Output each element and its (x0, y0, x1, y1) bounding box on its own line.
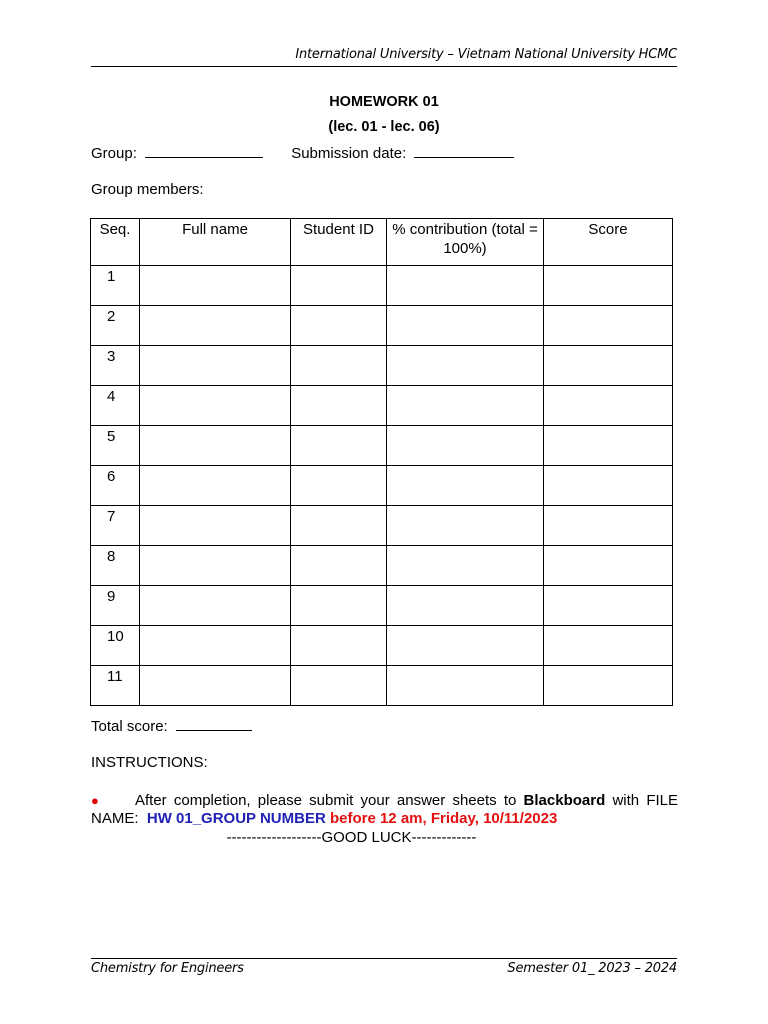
header-student-id: Student ID (291, 219, 387, 266)
table-row (91, 266, 673, 306)
members-table (90, 218, 673, 706)
full-name-cell[interactable] (140, 466, 291, 506)
footer-course: Chemistry for Engineers (91, 961, 244, 976)
page-header: International University – Vietnam National University HCMC (295, 47, 677, 62)
instructions-paragraph (91, 792, 678, 828)
group-field[interactable] (145, 145, 263, 158)
seq-cell: 5 (91, 426, 140, 466)
full-name-cell[interactable] (140, 586, 291, 626)
score-cell[interactable] (544, 426, 673, 466)
student-id-cell[interactable] (291, 666, 387, 706)
student-id-cell[interactable] (291, 626, 387, 666)
seq-cell: 2 (91, 306, 140, 346)
full-name-cell[interactable] (140, 666, 291, 706)
seq-cell: 8 (91, 546, 140, 586)
full-name-cell[interactable] (140, 346, 291, 386)
score-cell[interactable] (544, 546, 673, 586)
table-row (91, 586, 673, 626)
total-score-label: Total score: (91, 718, 168, 735)
group-label: Group: (91, 145, 137, 162)
student-id-cell[interactable] (291, 266, 387, 306)
score-cell[interactable] (544, 626, 673, 666)
table-row (91, 546, 673, 586)
score-cell[interactable] (544, 666, 673, 706)
header-divider (91, 66, 677, 67)
bullet-icon: ● (91, 793, 99, 808)
document-subtitle: (lec. 01 - lec. 06) (328, 119, 440, 135)
student-id-cell[interactable] (291, 306, 387, 346)
contribution-cell[interactable] (387, 506, 544, 546)
score-cell[interactable] (544, 586, 673, 626)
full-name-cell[interactable] (140, 506, 291, 546)
group-members-label: Group members: (91, 181, 204, 198)
student-id-cell[interactable] (291, 506, 387, 546)
table-row (91, 626, 673, 666)
full-name-cell[interactable] (140, 626, 291, 666)
seq-cell: 10 (91, 626, 140, 666)
table-header-row (91, 219, 673, 266)
contribution-cell[interactable] (387, 346, 544, 386)
score-cell[interactable] (544, 306, 673, 346)
seq-cell: 9 (91, 586, 140, 626)
header-score: Score (544, 219, 673, 266)
table-row (91, 506, 673, 546)
score-cell[interactable] (544, 506, 673, 546)
blackboard-text: Blackboard (523, 792, 606, 809)
seq-cell: 6 (91, 466, 140, 506)
student-id-cell[interactable] (291, 586, 387, 626)
student-id-cell[interactable] (291, 426, 387, 466)
table-row (91, 386, 673, 426)
document-title: HOMEWORK 01 (329, 94, 439, 110)
table-row (91, 666, 673, 706)
footer-semester: Semester 01_ 2023 – 2024 (507, 961, 677, 976)
student-id-cell[interactable] (291, 466, 387, 506)
full-name-cell[interactable] (140, 306, 291, 346)
score-cell[interactable] (544, 346, 673, 386)
table-row (91, 306, 673, 346)
instruction-text-b: with FILE NAME: (91, 792, 678, 827)
student-id-cell[interactable] (291, 546, 387, 586)
contribution-cell[interactable] (387, 546, 544, 586)
instruction-text-a: After completion, please submit your answer sheets to (135, 792, 517, 809)
footer-divider (91, 958, 677, 959)
instructions-heading: INSTRUCTIONS: (91, 754, 208, 771)
full-name-cell[interactable] (140, 386, 291, 426)
seq-cell: 11 (91, 666, 140, 706)
seq-cell: 4 (91, 386, 140, 426)
submission-date-field[interactable] (414, 145, 514, 158)
header-seq: Seq. (91, 219, 140, 266)
full-name-cell[interactable] (140, 426, 291, 466)
contribution-cell[interactable] (387, 466, 544, 506)
contribution-cell[interactable] (387, 666, 544, 706)
group-row (91, 145, 514, 162)
contribution-cell[interactable] (387, 626, 544, 666)
seq-cell: 1 (91, 266, 140, 306)
seq-cell: 3 (91, 346, 140, 386)
contribution-cell[interactable] (387, 426, 544, 466)
header-full-name: Full name (140, 219, 291, 266)
header-contribution: % contribution (total = 100%) (387, 219, 544, 266)
score-cell[interactable] (544, 266, 673, 306)
contribution-cell[interactable] (387, 306, 544, 346)
contribution-cell[interactable] (387, 386, 544, 426)
total-score-field[interactable] (176, 718, 252, 731)
table-row (91, 426, 673, 466)
full-name-cell[interactable] (140, 266, 291, 306)
deadline-text: before 12 am, Friday, 10/11/2023 (329, 810, 558, 827)
student-id-cell[interactable] (291, 346, 387, 386)
total-score-row (91, 718, 252, 735)
score-cell[interactable] (544, 386, 673, 426)
score-cell[interactable] (544, 466, 673, 506)
full-name-cell[interactable] (140, 546, 291, 586)
contribution-cell[interactable] (387, 266, 544, 306)
table-row (91, 346, 673, 386)
good-luck-line: -------------------GOOD LUCK------------- (226, 829, 477, 846)
file-name-text: HW 01_GROUP NUMBER (146, 810, 326, 827)
submission-date-label: Submission date: (291, 145, 407, 162)
student-id-cell[interactable] (291, 386, 387, 426)
contribution-cell[interactable] (387, 586, 544, 626)
table-row (91, 466, 673, 506)
seq-cell: 7 (91, 506, 140, 546)
